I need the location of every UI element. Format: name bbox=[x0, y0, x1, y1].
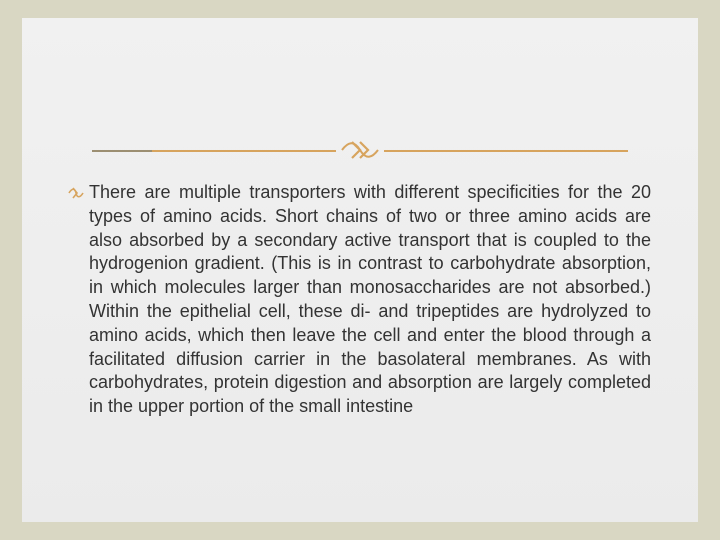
bullet-ornament-icon bbox=[67, 185, 85, 201]
frame-top bbox=[0, 0, 720, 18]
divider-line-left-shade bbox=[92, 150, 152, 152]
body-paragraph: There are multiple transporters with different specificities for the 20 types of amino acids. Short chains of two or three amino acids are also absorbed by a secondary active transport that is coupled to the hydrogenion gradient. (This is in contrast to carbohydrate absorption, in which molecules larger than monosaccharides are not absorbed.) Within the epithelial cell, these di- and tripeptides are hydrolyzed to amino acids, which then leave the cell and enter the blood through a facilitated diffusion carrier in the basolateral membranes. As with carbohydrates, protein digestion and absorption are largely completed in the upper portion of the small intestine bbox=[89, 182, 651, 417]
frame-right bbox=[698, 0, 720, 540]
frame-bottom bbox=[0, 522, 720, 540]
frame-left bbox=[0, 0, 22, 540]
ornament-icon bbox=[338, 136, 382, 164]
divider-line-right bbox=[384, 150, 628, 152]
